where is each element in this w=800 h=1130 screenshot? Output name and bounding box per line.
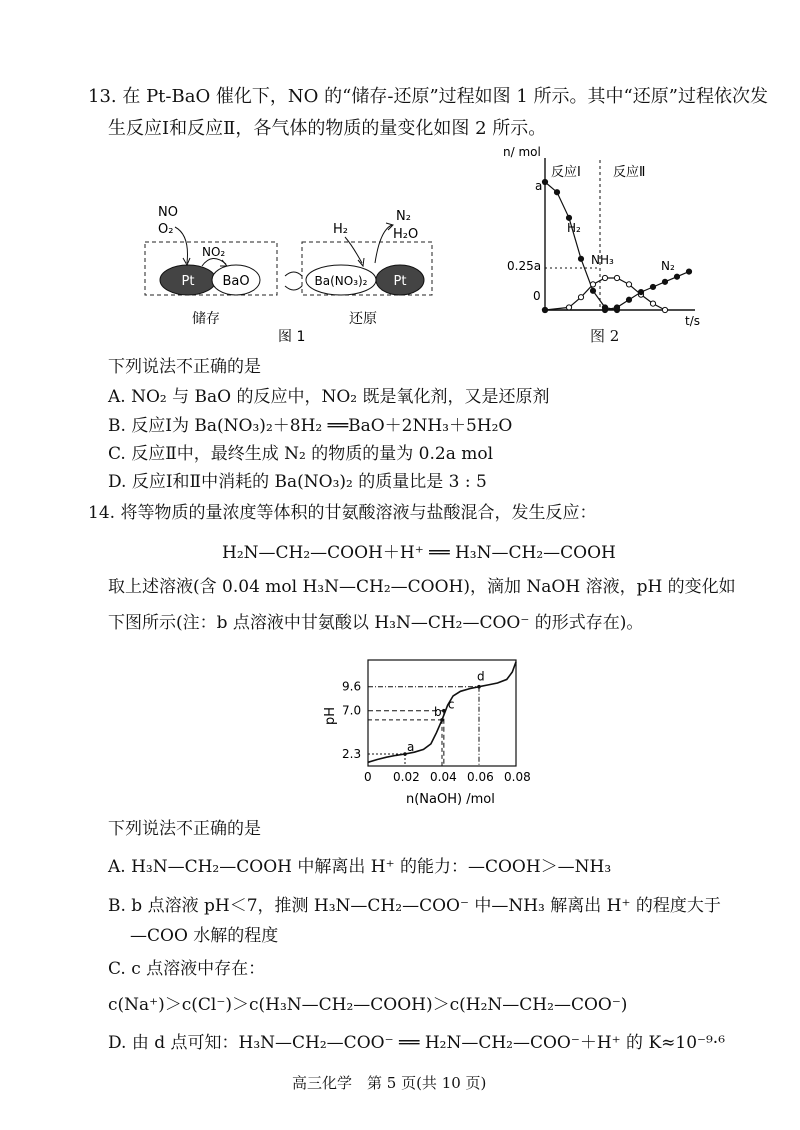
fig2-point	[614, 305, 619, 310]
ph-ylabel: pH	[323, 706, 338, 725]
h2o-label: H₂O	[393, 227, 419, 242]
equation-arrow: ══	[429, 543, 450, 563]
fig2-point	[566, 305, 571, 310]
ph-point-label-d: d	[477, 669, 485, 684]
ph-curve	[368, 662, 516, 763]
n2-label: N₂	[396, 209, 411, 224]
ph-ytick: 2.3	[342, 747, 362, 762]
h2-label: H₂	[333, 222, 348, 237]
ph-ytick: 7.0	[342, 703, 362, 718]
ba-no3-label: Ba(NO₃)₂	[314, 274, 368, 288]
figure-2-caption: 图 2	[590, 327, 620, 345]
fig2-point	[686, 269, 691, 274]
bao-label: BaO	[222, 274, 250, 289]
q14-option-b-line2: —COO 水解的程度	[130, 926, 279, 946]
fig2-point	[638, 289, 643, 294]
fig2-point	[674, 274, 679, 279]
q14-option-d: D. 由 d 点可知：H₃N—CH₂—COO⁻ ══ H₂N—CH₂—COO⁻＋H⁺ 的 K≈10⁻⁹·⁶	[108, 1033, 726, 1053]
pt-label-left: Pt	[181, 274, 195, 289]
fig2-point	[542, 179, 547, 184]
ph-ytick: 9.6	[342, 679, 362, 694]
q14-line4: 下图所示(注：b 点溶液中甘氨酸以 H₃N—CH₂—COO⁻ 的形式存在)。	[108, 613, 644, 633]
fig2-point	[590, 288, 595, 293]
equation-left: H₂N—CH₂—COOH＋H⁺	[222, 543, 424, 563]
ph-xtick: 0.06	[467, 770, 494, 784]
ph-point-label-a: a	[407, 740, 415, 755]
nh3-series-label: NH₃	[591, 253, 614, 267]
ph-xtick: 0	[364, 770, 372, 784]
figure-2-chart	[485, 140, 715, 350]
ph-point-label-b: b	[434, 704, 442, 719]
tick-025a: 0.25a	[507, 259, 542, 273]
rxn1-label: 反应Ⅰ	[551, 165, 581, 180]
ph-xtick: 0.02	[393, 770, 420, 784]
fig2-point	[602, 275, 607, 280]
fig2-point	[566, 215, 571, 220]
fig2-point	[578, 295, 583, 300]
ph-xtick: 0.08	[504, 770, 531, 784]
tick-0: 0	[533, 289, 541, 303]
fig2-point	[626, 282, 631, 287]
q14-prompt: 下列说法不正确的是	[108, 819, 261, 839]
fig2-point	[554, 190, 559, 195]
h2-series-label: H₂	[567, 221, 581, 235]
pt-label-right: Pt	[393, 274, 407, 289]
fig2-point	[650, 301, 655, 306]
fig2-ylabel: n/ mol	[503, 145, 541, 159]
q13-option-b: B. 反应Ⅰ为 Ba(NO₃)₂＋8H₂ ══BaO＋2NH₃＋5H₂O	[108, 416, 513, 436]
q14-option-c-line1: C. c 点溶液中存在：	[108, 959, 266, 979]
ph-titration-chart	[318, 655, 538, 810]
q13-line2: 生反应Ⅰ和反应Ⅱ，各气体的物质的量变化如图 2 所示。	[108, 118, 547, 139]
o2-label: O₂	[158, 222, 174, 237]
page-footer: 高三化学 第 5 页(共 10 页)	[292, 1074, 487, 1092]
ph-point-label-c: c	[447, 697, 455, 712]
figure-1-caption: 图 1	[278, 329, 306, 345]
q13-prompt: 下列说法不正确的是	[108, 357, 261, 377]
reduction-label: 还原	[349, 311, 377, 327]
q13-option-d: D. 反应Ⅰ和Ⅱ中消耗的 Ba(NO₃)₂ 的质量比是 3 : 5	[108, 472, 487, 492]
fig2-point	[614, 275, 619, 280]
q13-option-c: C. 反应Ⅱ中，最终生成 N₂ 的物质的量为 0.2a mol	[108, 444, 494, 464]
ph-point-c	[442, 709, 446, 713]
figure-1	[130, 200, 460, 350]
ph-point-d	[477, 685, 481, 689]
q14-option-a: A. H₃N—CH₂—COOH 中解离出 H⁺ 的能力：—COOH＞—NH₃	[108, 857, 612, 877]
fig2-point	[626, 297, 631, 302]
fig2-point	[650, 284, 655, 289]
q14-line3: 取上述溶液(含 0.04 mol H₃N—CH₂—COOH)，滴加 NaOH 溶液，pH 的变化如	[108, 577, 736, 597]
ph-xlabel: n(NaOH) /mol	[406, 792, 495, 807]
tick-a: a	[535, 179, 543, 193]
no2-label: NO₂	[202, 245, 226, 259]
fig2-point	[542, 307, 547, 312]
ph-xtick: 0.04	[430, 770, 457, 784]
storage-label: 储存	[192, 311, 220, 327]
equation-right: H₃N—CH₂—COOH	[454, 543, 616, 563]
q14-line1: 14. 将等物质的量浓度等体积的甘氨酸溶液与盐酸混合，发生反应：	[88, 503, 597, 523]
fig2-point	[578, 256, 583, 261]
q14-option-c-line2: c(Na⁺)＞c(Cl⁻)＞c(H₃N—CH₂—COOH)＞c(H₂N—CH₂—COO⁻)	[108, 995, 628, 1015]
fig2-point	[662, 307, 667, 312]
fig2-xlabel: t/s	[685, 314, 700, 328]
q13-line1: 13. 在 Pt-BaO 催化下，NO 的“储存-还原”过程如图 1 所示。其中“还原”过程依次发	[88, 86, 768, 107]
fig2-point	[590, 282, 595, 287]
fig2-series-0	[545, 182, 617, 310]
n2-series-label: N₂	[661, 259, 675, 273]
q14-equation	[222, 538, 616, 563]
fig2-point	[602, 307, 607, 312]
rxn2-label: 反应Ⅱ	[613, 165, 646, 180]
q13-option-a: A. NO₂ 与 BaO 的反应中，NO₂ 既是氧化剂，又是还原剂	[108, 387, 550, 407]
fig2-point	[662, 279, 667, 284]
q14-option-b-line1: B. b 点溶液 pH＜7，推测 H₃N—CH₂—COO⁻ 中—NH₃ 解离出 H⁺ 的程度大于	[108, 896, 721, 916]
no-label: NO	[158, 205, 178, 220]
